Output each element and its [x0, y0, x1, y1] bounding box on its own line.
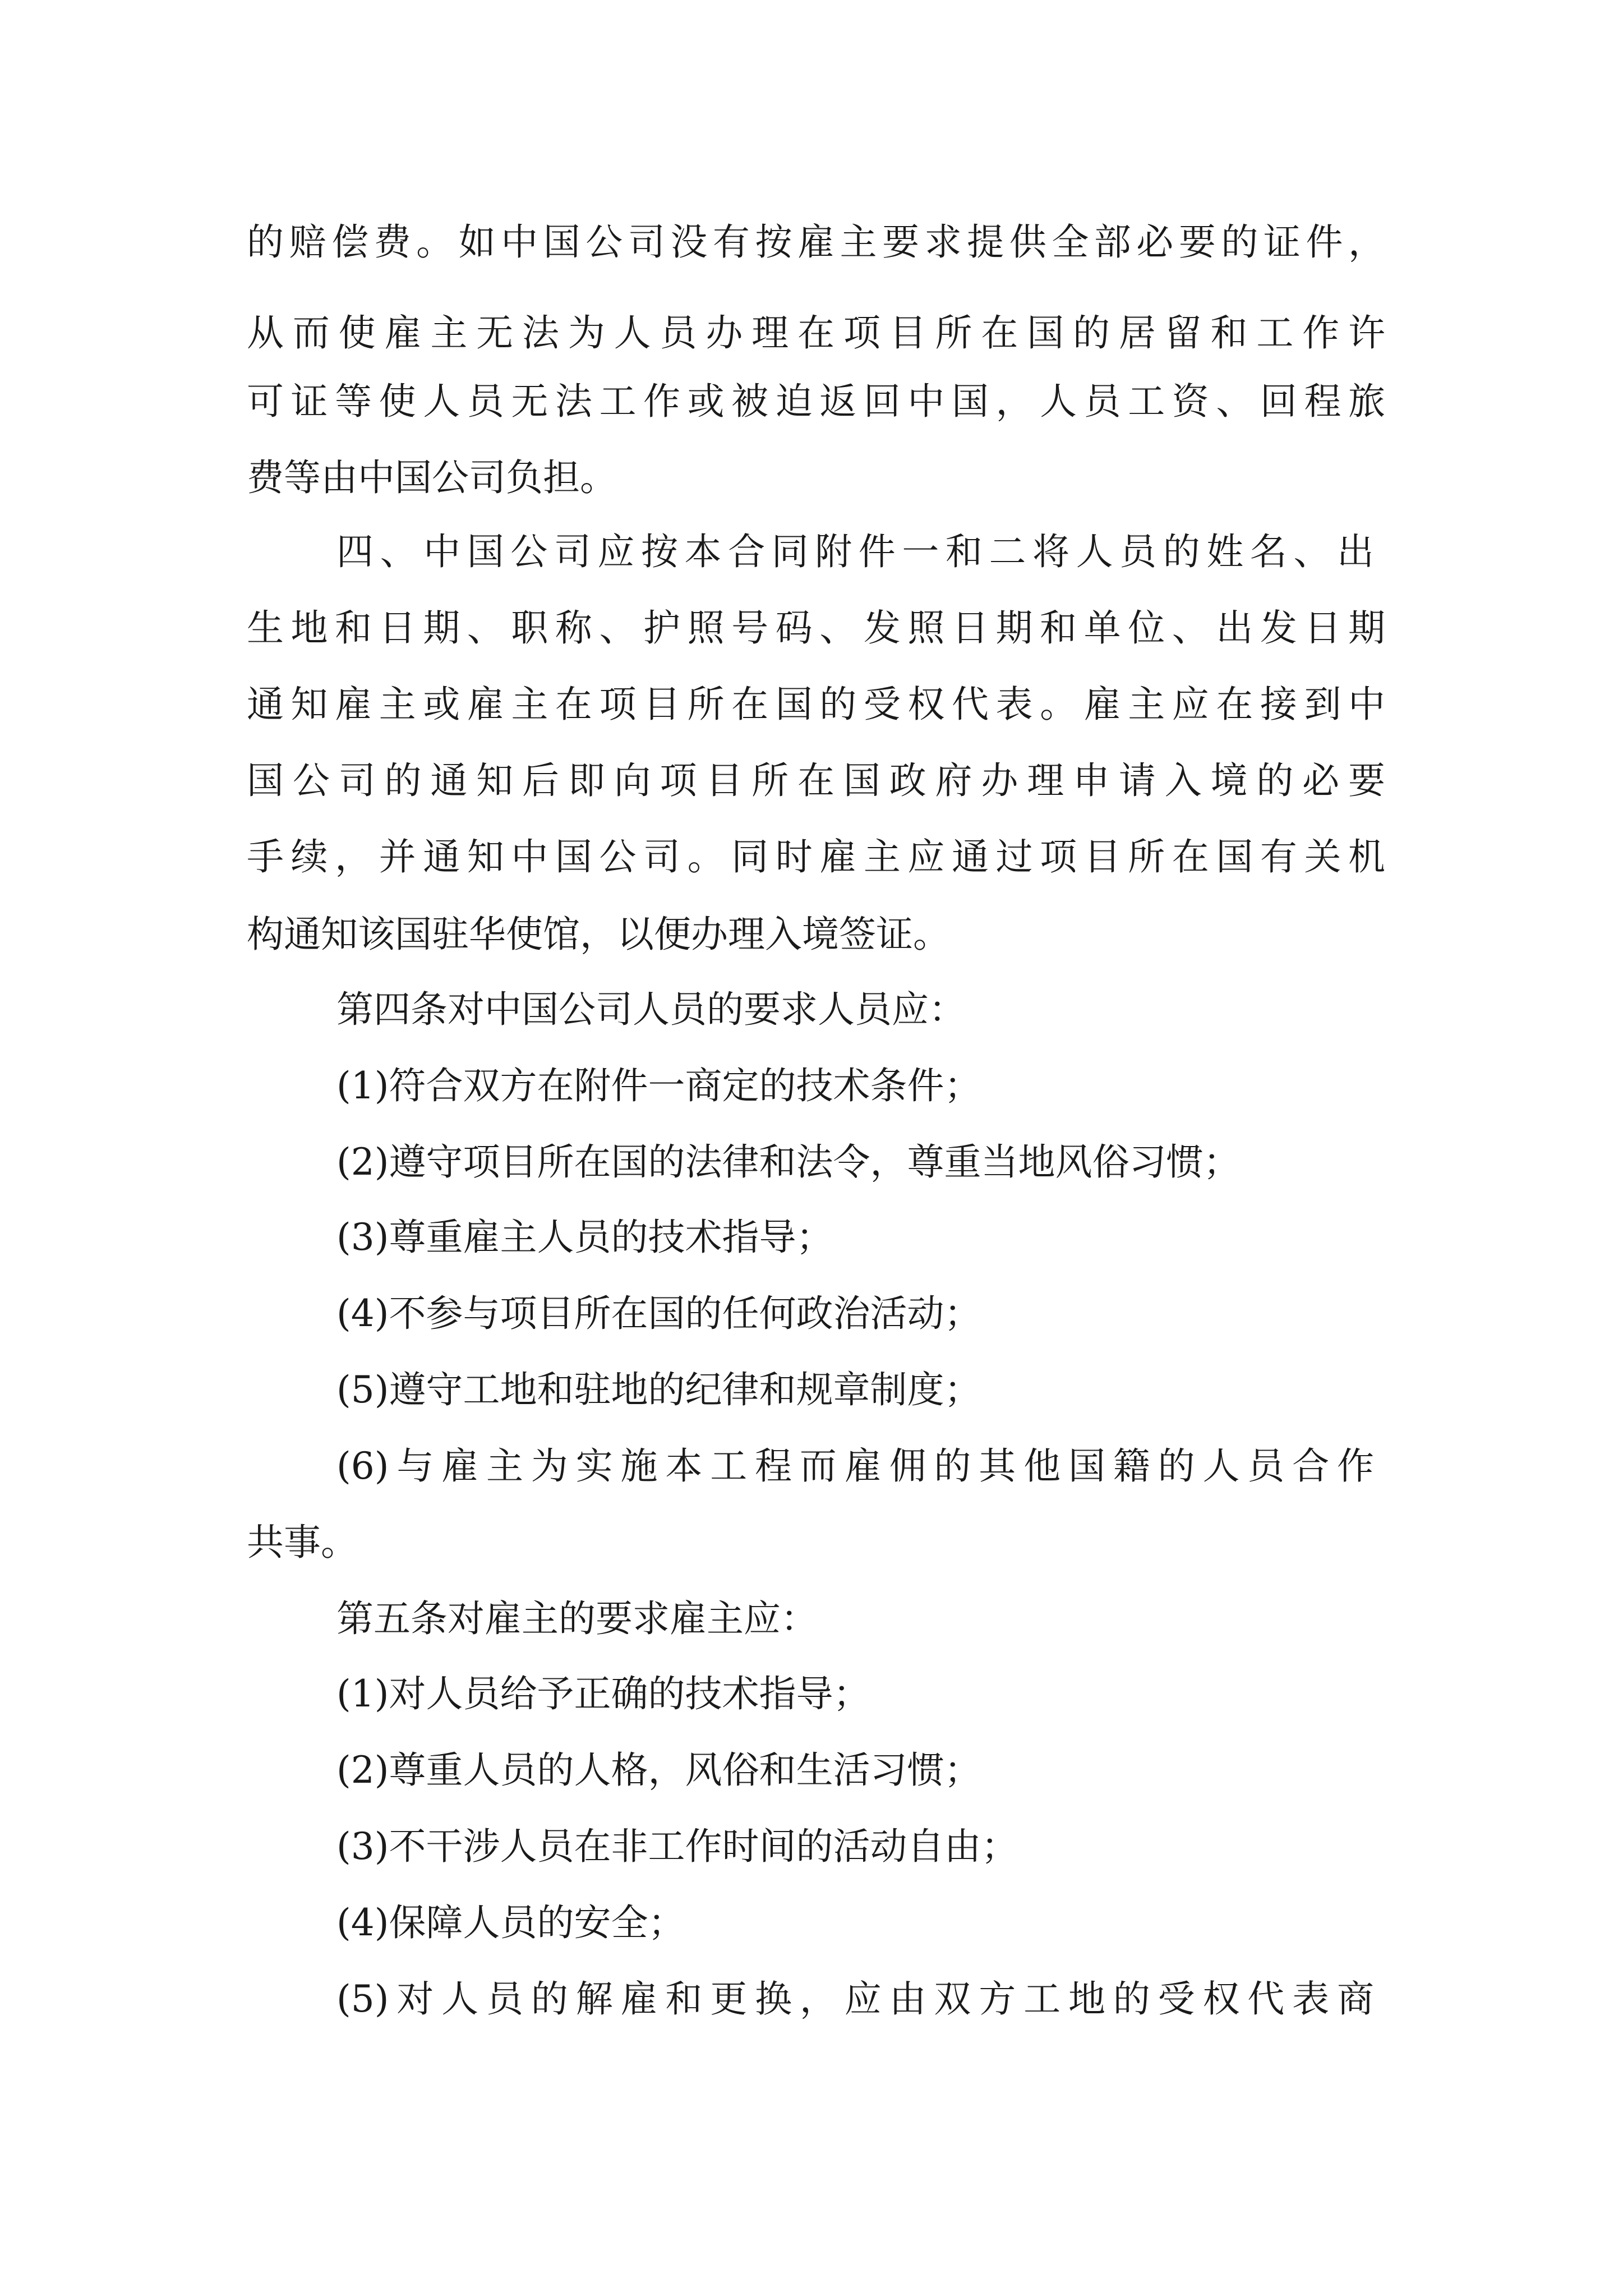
article-five-heading: 第五条对雇主的要求雇主应： — [336, 1597, 818, 1640]
list-item: (6)与雇主为实施本工程而雇佣的其他国籍的人员合作 — [336, 1444, 1374, 1488]
list-item: (4)不参与项目所在国的任何政治活动； — [336, 1292, 981, 1335]
list-item: (3)不干涉人员在非工作时间的活动自由； — [336, 1825, 1018, 1868]
text-line: 国公司的通知后即向项目所在国政府办理申请入境的必要 — [247, 759, 1385, 802]
text-line: 从而使雇主无法为人员办理在项目所在国的居留和工作许 — [247, 311, 1385, 355]
text-line: 可证等使人员无法工作或被迫返回中国，人员工资、回程旅 — [247, 380, 1385, 423]
list-item: (4)保障人员的安全； — [336, 1901, 685, 1944]
text-line: 手续，并通知中国公司。同时雇主应通过项目所在国有关机 — [247, 835, 1385, 878]
list-item: (2)遵守项目所在国的法律和法令，尊重当地风俗习惯； — [336, 1140, 1241, 1184]
list-item: (1)符合双方在附件一商定的技术条件； — [336, 1064, 981, 1107]
text-line: 通知雇主或雇主在项目所在国的受权代表。雇主应在接到中 — [247, 683, 1385, 726]
list-item: (2)尊重人员的人格，风俗和生活习惯； — [336, 1749, 981, 1792]
list-item: (5)遵守工地和驻地的纪律和规章制度； — [336, 1368, 981, 1411]
text-line: 费等由中国公司负担。 — [247, 456, 617, 499]
text-line: 构通知该国驻华使馆，以便办理入境签证。 — [247, 913, 950, 956]
list-item: (1)对人员给予正确的技术指导； — [336, 1672, 870, 1715]
text-line: 生地和日期、职称、护照号码、发照日期和单位、出发日期 — [247, 606, 1385, 650]
text-line: 共事。 — [247, 1521, 358, 1564]
list-item: (3)尊重雇主人员的技术指导； — [336, 1216, 833, 1259]
article-four-heading: 第四条对中国公司人员的要求人员应： — [336, 988, 966, 1031]
list-item: (5)对人员的解雇和更换，应由双方工地的受权代表商 — [336, 1977, 1374, 2021]
paragraph-four-first-line: 四、中国公司应按本合同附件一和二将人员的姓名、出 — [336, 530, 1374, 573]
text-line: 的赔偿费。如中国公司没有按雇主要求提供全部必要的证件， — [247, 220, 1385, 264]
